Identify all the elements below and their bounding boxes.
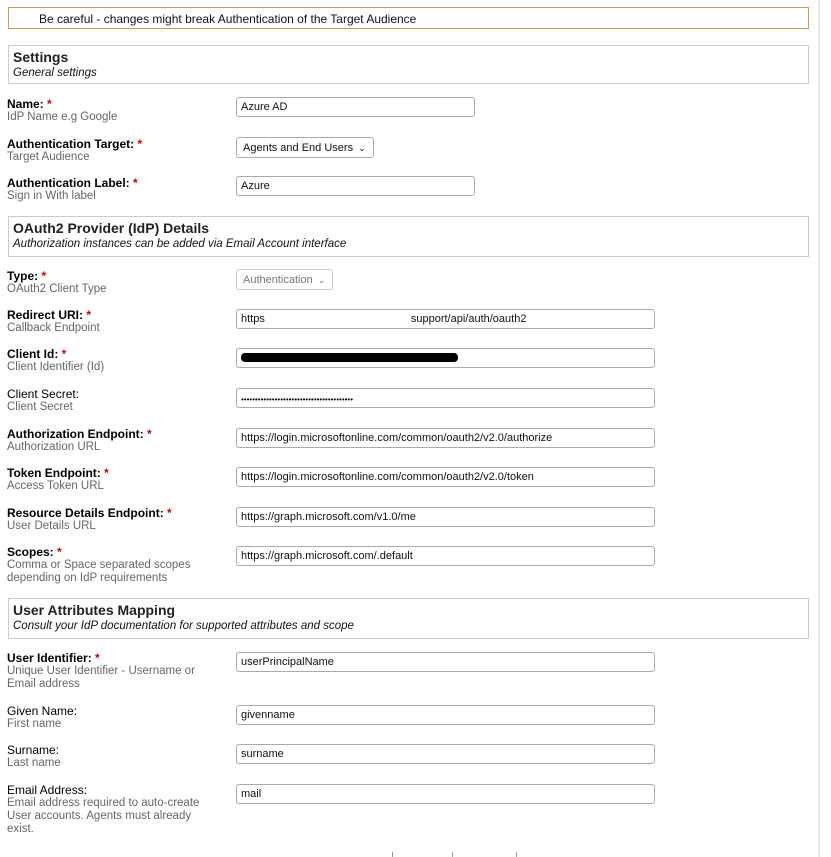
field-label: Client Id: * (7, 347, 67, 361)
field-hint: Comma or Space separated scopes (7, 559, 191, 571)
field-client-secret (7, 388, 807, 414)
field-hint: User Details URL (7, 520, 96, 532)
field-token-endpoint (7, 467, 807, 493)
field-hint: User accounts. Agents must already (7, 810, 192, 822)
section-subtitle: Consult your IdP documentation for supported attributes and scope (13, 620, 354, 632)
field-label: Surname: (7, 743, 60, 757)
section-title: User Attributes Mapping (13, 602, 176, 618)
field-surname (7, 744, 807, 770)
field-auth-target (7, 138, 807, 164)
cut-off-content (380, 850, 540, 857)
section-title: Settings (13, 49, 69, 65)
token-endpoint-input[interactable]: https://login.microsoftonline.com/common/oauth2/v2.0/token (236, 467, 655, 487)
auth-endpoint-input[interactable]: https://login.microsoftonline.com/common/oauth2/v2.0/authorize (236, 428, 655, 448)
settings-section-header (8, 45, 809, 84)
field-user-identifier (7, 652, 807, 691)
field-hint: Sign in With label (7, 190, 96, 202)
select-value: Authentication (243, 274, 313, 286)
field-email (7, 784, 807, 836)
required-marker: * (133, 176, 138, 190)
field-label: Given Name: (7, 704, 78, 718)
field-label: Authentication Target: * (7, 137, 143, 151)
required-marker: * (61, 347, 67, 361)
required-marker: * (57, 545, 62, 559)
field-hint: Last name (7, 757, 61, 769)
section-subtitle: General settings (13, 67, 97, 79)
field-client-id (7, 348, 807, 374)
oauth-section-header (8, 216, 809, 257)
field-hint: Authorization URL (7, 441, 101, 453)
field-auth-label (7, 177, 807, 203)
surname-input[interactable]: surname (236, 744, 655, 764)
section-title: OAuth2 Provider (IdP) Details (13, 220, 210, 236)
required-marker: * (41, 269, 47, 283)
resource-endpoint-input[interactable]: https://graph.microsoft.com/v1.0/me (236, 507, 655, 527)
email-input[interactable]: mail (236, 784, 655, 804)
field-type (7, 270, 807, 296)
auth-label-input[interactable]: Azure (236, 176, 475, 196)
url-start: https (241, 313, 265, 325)
required-marker: * (104, 466, 109, 480)
required-marker: * (146, 427, 152, 441)
field-hint: Email address (7, 678, 80, 690)
mapping-section-header (8, 598, 809, 639)
scopes-input[interactable]: https://graph.microsoft.com/.default (236, 546, 655, 566)
required-marker: * (47, 97, 52, 111)
field-label: Authorization Endpoint: * (7, 427, 152, 441)
type-select (236, 269, 333, 290)
given-name-input[interactable]: givenname (236, 705, 655, 725)
field-hint: exist. (7, 823, 34, 835)
field-hint: Access Token URL (7, 480, 104, 492)
required-marker: * (167, 506, 172, 520)
field-hint: First name (7, 718, 62, 730)
section-subtitle: Authorization instances can be added via Email Account interface (13, 238, 347, 250)
field-label: User Identifier: * (7, 651, 100, 665)
field-label: Name: * (7, 97, 52, 111)
field-hint: OAuth2 Client Type (7, 283, 107, 295)
select-value: Agents and End Users (243, 142, 354, 154)
field-hint: Target Audience (7, 151, 90, 163)
chevron-down-icon: ⌄ (317, 275, 326, 285)
redacted-value (241, 353, 458, 362)
field-hint: Client Identifier (Id) (7, 361, 105, 373)
required-marker: * (95, 651, 100, 665)
field-label: Redirect URI: * (7, 308, 92, 322)
required-marker: * (137, 137, 143, 151)
field-hint: Email address required to auto-create (7, 797, 200, 809)
field-hint: Client Secret (7, 401, 73, 413)
field-label: Type: * (7, 269, 47, 283)
field-resource-endpoint (7, 507, 807, 533)
page-edge (818, 0, 820, 857)
field-label: Scopes: * (7, 545, 62, 559)
name-input[interactable]: Azure AD (236, 97, 475, 117)
auth-target-select[interactable] (236, 137, 374, 158)
client-id-input[interactable] (236, 348, 655, 368)
field-label: Token Endpoint: * (7, 466, 109, 480)
field-label: Authentication Label: * (7, 176, 138, 190)
field-hint: Unique User Identifier - Username or (7, 665, 195, 677)
field-given-name (7, 705, 807, 731)
client-secret-input[interactable]: •••••••••••••••••••••••••••••••••••••••• (236, 388, 655, 408)
user-identifier-input[interactable]: userPrincipalName (236, 652, 655, 672)
field-label: Client Secret: (7, 387, 80, 401)
field-hint: depending on IdP requirements (7, 572, 168, 584)
chevron-down-icon: ⌄ (358, 143, 366, 153)
field-hint: IdP Name e.g Google (7, 111, 118, 123)
field-hint: Callback Endpoint (7, 322, 100, 334)
warning-banner: Be careful - changes might break Authentication of the Target Audience (8, 7, 809, 29)
url-end: support/api/auth/oauth2 (410, 313, 527, 325)
field-name (7, 98, 807, 124)
field-redirect-uri (7, 309, 807, 335)
field-label: Resource Details Endpoint: * (7, 506, 172, 520)
redirect-uri-input[interactable] (236, 309, 655, 329)
field-scopes (7, 546, 807, 585)
field-label: Email Address: (7, 783, 88, 797)
required-marker: * (86, 308, 92, 322)
field-auth-endpoint (7, 428, 807, 454)
